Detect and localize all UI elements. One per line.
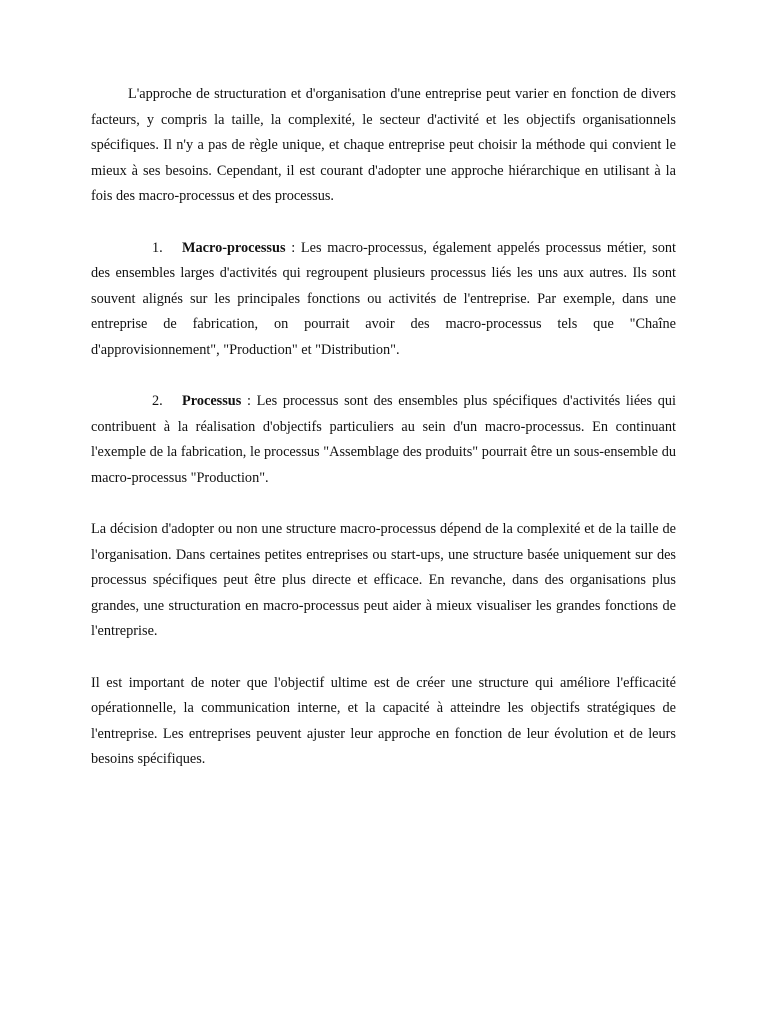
list-item-text: : Les macro-processus, également appelés processus métier, sont des ensembles larges d'activités qui regroupent plusieurs processus liés les uns aux autres. Ils sont souvent alignés sur les principales fonctions ou activités de l'entreprise. Par exemple, dans une entreprise de fabrication, on pourrait avoir des macro-processus tels que "Chaîne d'approvisionnement", "Production" et "Distribution". <box>91 239 676 358</box>
intro-paragraph: L'approche de structuration et d'organisation d'une entreprise peut varier en fonction de divers facteurs, y compris la taille, la complexité, le secteur d'activité et les objectifs organisationnels spécifiques. Il n'y a pas de règle unique, et chaque entreprise peut choisir la méthode qui convient le mieux à ses besoins. Cependant, il est courant d'adopter une approche hiérarchique en utilisant à la fois des macro-processus et des processus. <box>91 86 676 205</box>
document-body <box>91 82 676 799</box>
list-item-number: 2. <box>152 393 163 410</box>
list-item-term: Macro-processus <box>182 239 286 256</box>
decision-paragraph: La décision d'adopter ou non une structure macro-processus dépend de la complexité et de la taille de l'organisation. Dans certaines petites entreprises ou start-ups, une structure basée uniquement sur des processus spécifiques peut être plus directe et efficace. En revanche, dans des organisations plus grandes, une structuration en macro-processus peut aider à mieux visualiser les grandes fonctions de l'entreprise. <box>91 521 676 640</box>
list-item-text: : Les processus sont des ensembles plus spécifiques d'activités liées qui contribuent à la réalisation d'objectifs particuliers au sein d'un macro-processus. En continuant l'exemple de la fabrication, le processus "Assemblage des produits" pourrait être un sous-ensemble du macro-processus "Production". <box>91 393 676 486</box>
list-item-macro-processus <box>91 236 676 364</box>
conclusion-paragraph: Il est important de noter que l'objectif ultime est de créer une structure qui améliore l'efficacité opérationnelle, la communication interne, et la capacité à atteindre les objectifs stratégiques de l'entreprise. Les entreprises peuvent ajuster leur approche en fonction de leur évolution et de leurs besoins spécifiques. <box>91 674 676 768</box>
list-item-processus <box>91 389 676 491</box>
list-item-number: 1. <box>152 239 163 256</box>
list-item-term: Processus <box>182 393 242 410</box>
